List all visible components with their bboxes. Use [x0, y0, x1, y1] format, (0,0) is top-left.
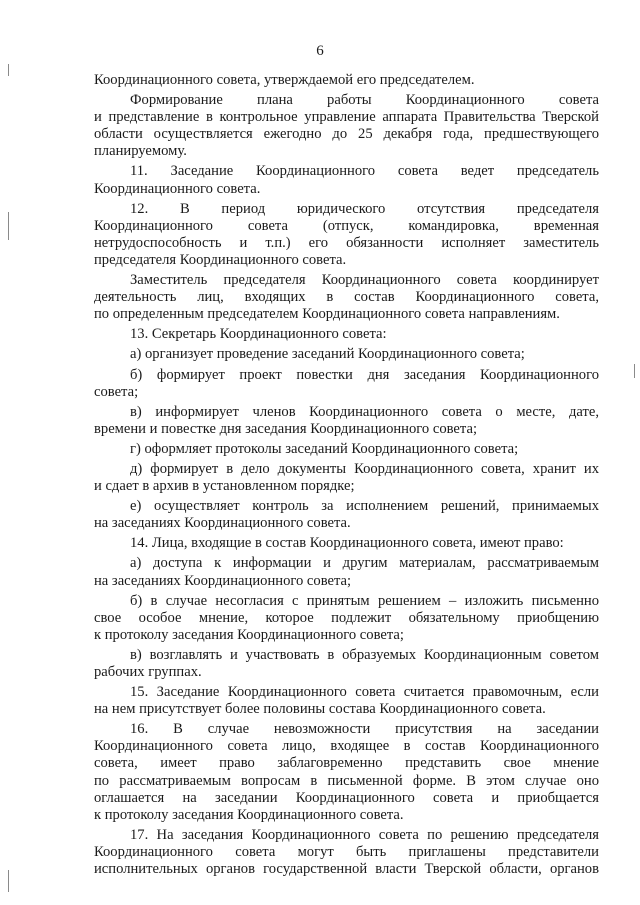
paragraph [94, 827, 599, 878]
text-line: совета, имеет право заблаговременно представить свое мнение [94, 755, 599, 772]
paragraph [94, 92, 599, 160]
text-line: и представление в контрольное управление аппарата Правительства Тверской [94, 109, 599, 126]
text-line: б) формирует проект повестки дня заседания Координационного [130, 366, 599, 383]
text-line: времени и повестке дня заседания Координационного совета; [94, 420, 477, 437]
text-line: Формирование плана работы Координационного совета [130, 92, 599, 109]
text-line: к протоколу заседания Координационного совета; [94, 626, 404, 643]
text-line: совета; [94, 383, 139, 400]
paragraph [94, 555, 599, 589]
text-line: рабочих группах. [94, 664, 202, 680]
text-line: 13. Секретарь Координационного совета: [130, 326, 387, 343]
text-line: свое особое мнение, которое подлежит обязательному приобщению [94, 609, 599, 626]
paragraph [94, 326, 599, 343]
text-line: 14. Лица, входящие в состав Координационного совета, имеют право: [130, 535, 564, 552]
text-line: к протоколу заседания Координационного совета. [94, 806, 404, 823]
text-line: и сдает в архив в установленном порядке; [94, 478, 355, 495]
text-line: Координационного совета лицо, входящее в состав Координационного [94, 738, 599, 755]
text-line: г) оформляет протоколы заседаний Координационного совета; [130, 440, 519, 457]
paragraph [94, 535, 599, 552]
text-line: по определенным председателем Координационного совета направлениям. [94, 306, 560, 323]
text-line: Координационного совета могут быть приглашены представители [94, 843, 599, 860]
paragraph [94, 163, 599, 197]
scan-edge-mark [8, 870, 9, 892]
text-line: Заместитель председателя Координационного совета координирует [130, 272, 599, 289]
page-number: 6 [316, 43, 324, 59]
text-line: нетрудоспособность и т.п.) его обязанности исполняет заместитель [94, 234, 599, 251]
text-line: планируемому. [94, 143, 187, 160]
text-line: 12. В период юридического отсутствия председателя [130, 200, 599, 217]
scan-edge-mark [8, 212, 9, 240]
paragraph [94, 404, 599, 438]
paragraph [94, 346, 599, 363]
paragraph [94, 272, 599, 323]
text-line: Координационного совета. [94, 180, 261, 197]
text-line: на заседаниях Координационного совета; [94, 572, 352, 589]
text-line: Координационного совета, утверждаемой его председателем. [94, 72, 475, 88]
text-line: на заседаниях Координационного совета. [94, 515, 351, 532]
paragraph [94, 498, 599, 532]
paragraph [94, 461, 599, 495]
text-line: председателя Координационного совета. [94, 251, 347, 268]
text-line: в) информирует членов Координационного совета о месте, дате, [130, 403, 599, 420]
paragraph [94, 441, 599, 458]
text-line: исполнительных органов государственной власти Тверской области, органов [94, 861, 599, 878]
paragraph [94, 72, 599, 89]
text-line: области осуществляется ежегодно до 25 декабря года, предшествующего [94, 126, 599, 143]
paragraph [94, 721, 599, 824]
text-line: в) возглавлять и участвовать в образуемых Координационным советом [130, 646, 599, 663]
text-line: а) организует проведение заседаний Координационного совета; [130, 346, 525, 363]
text-line: 17. На заседания Координационного совета по решению председателя [130, 826, 599, 843]
text-line: 16. В случае невозможности присутствия на заседании [130, 721, 599, 738]
text-line: на нем присутствует более половины состава Координационного совета. [94, 701, 546, 718]
text-line: Координационного совета (отпуск, командировка, временная [94, 217, 599, 234]
text-line: б) в случае несогласия с принятым решением – изложить письменно [130, 592, 599, 609]
text-line: 15. Заседание Координационного совета считается правомочным, если [130, 684, 599, 701]
paragraph [94, 647, 599, 681]
text-line: деятельность лиц, входящих в состав Координационного совета, [94, 289, 599, 306]
text-line: а) доступа к информации и другим материалам, рассматриваемым [130, 555, 599, 572]
text-line: по рассматриваемым вопросам в письменной форме. В этом случае оно [94, 772, 599, 789]
paragraph [94, 201, 599, 269]
text-line: оглашается на заседании Координационного совета и приобщается [94, 789, 599, 806]
paragraph [94, 593, 599, 644]
text-line: д) формирует в дело документы Координационного совета, хранит их [130, 460, 599, 477]
paragraph [94, 684, 599, 718]
text-line: 11. Заседание Координационного совета ведет председатель [130, 163, 599, 180]
scan-edge-mark [8, 64, 9, 76]
text-line: е) осуществляет контроль за исполнением решений, принимаемых [130, 498, 599, 515]
document-body [94, 72, 599, 878]
paragraph [94, 367, 599, 401]
scan-edge-mark [634, 364, 635, 378]
